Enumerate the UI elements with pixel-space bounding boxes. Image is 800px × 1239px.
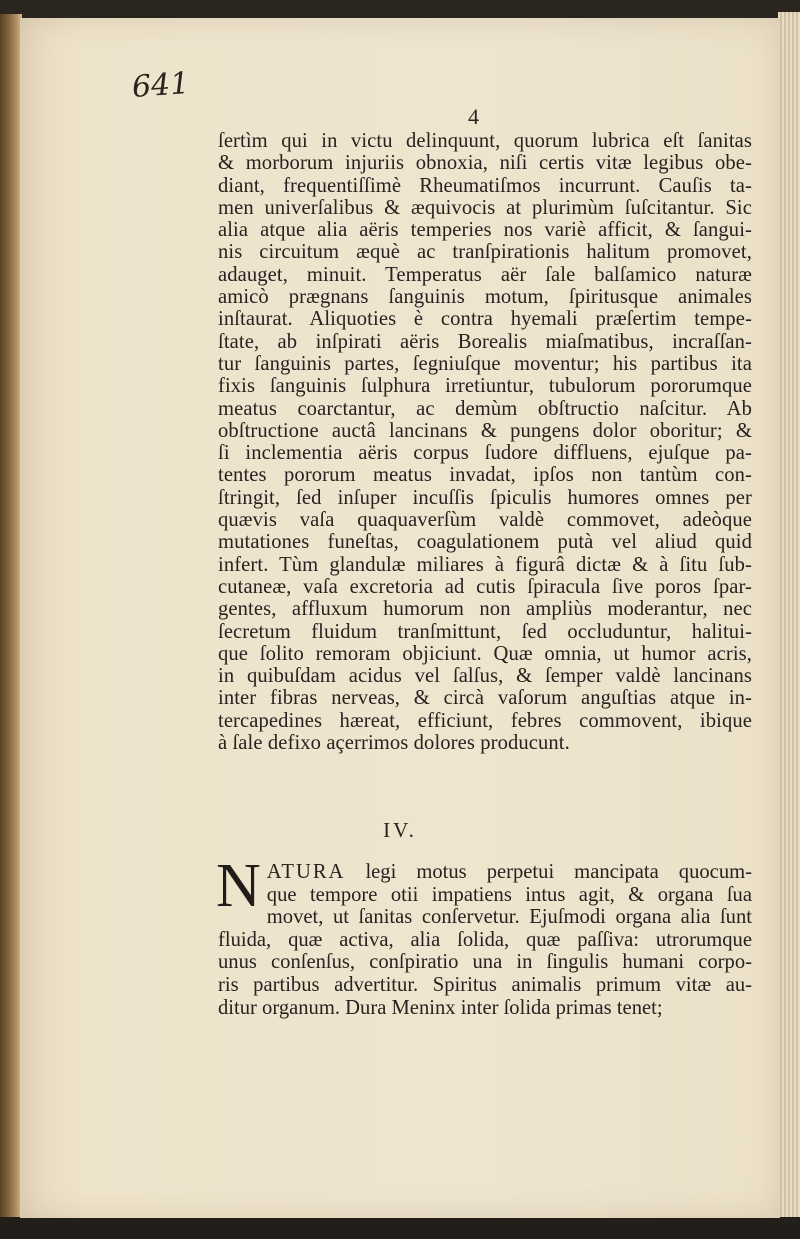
text-line: adauget, minuit. Temperatus aër ſale balſamico naturæ [218,263,752,286]
text-line: ſi inclementia aëris corpus ſudore diffluens, ejuſque pa- [218,442,752,465]
text-line-rest: legi motus perpetui mancipata quocum- [345,861,752,883]
text-line: cutaneæ, vaſa excretoria ad cutis ſpiracula ſive poros ſpar- [218,575,752,598]
page-number: 4 [468,104,479,129]
drop-cap: N [216,852,261,920]
paragraph-continued [218,130,752,754]
text-line: quævis vaſa quaquaverſùm valdè commovet, adeòque [218,509,752,532]
text-line: in quibuſdam acidus vel ſalſus, & ſemper valdè lancinans [218,665,752,688]
text-line: que ſolito remoram objiciunt. Quæ omnia, ut humor acris, [218,642,752,665]
book-bottom-edge [0,1217,800,1239]
text-line: nis circuitum æquè ac tranſpirationis halitum promovet, [218,241,752,264]
text-line: ditur organum. Dura Meninx inter ſolida primas tenet; [218,996,663,1019]
book-page [20,18,780,1218]
text-line: tentes pororum meatus invadat, ipſos non tantùm con- [218,464,752,487]
text-line: ris partibus advertitur. Spiritus animalis primum vitæ au- [218,973,752,996]
text-line: diant, frequentiſſimè Rheumatiſmos incurrunt. Cauſis ta- [218,174,752,197]
text-line: tercapedines hæreat, efficiunt, febres commovent, ibique [218,709,752,732]
book-binding [0,14,22,1219]
text-line: fluida, quæ activa, alia ſolida, quæ paſſiva: utrorumque [218,928,752,951]
text-line: inter fibras nerveas, & circà vaſorum anguſtias atque in- [218,687,752,710]
text-line: & morborum injuriis obnoxia, niſi certis vitæ legibus obe- [218,152,752,175]
text-line: fixis ſanguinis ſulphura irretiuntur, tubulorum pororumque [218,375,752,398]
text-line: unus conſenſus, conſpiratio una in ſingulis humani corpo- [218,951,752,974]
page-stack-edge [778,12,800,1224]
text-line: gentes, affluxum humorum non ampliùs moderantur, nec [218,598,752,621]
text-line: inſtaurat. Aliquoties è contra hyemali præſertim tempe- [218,308,752,331]
text-line: men univerſalibus & æquivocis at plurimùm ſuſcitantur. Sic [218,196,752,219]
section-heading: IV. [383,818,417,842]
first-word-smallcaps: ATURA [266,861,346,883]
text-line: ſtate, ab inſpirati aëris Borealis miaſmatibus, incraſſan- [218,330,752,353]
text-line: obſtructione auctâ lancinans & pungens dolor oboritur; & [218,419,752,442]
text-line: tur ſanguinis partes, ſegniuſque moventur; his partibus ita [218,352,752,375]
text-line: ſecretum fluidum tranſmittunt, ſed occluduntur, halitui- [218,620,752,643]
text-line: ſertìm qui in victu delinquunt, quorum lubrica eſt ſanitas [218,130,752,152]
book-top-edge [0,0,800,20]
paragraph-section-iv [216,852,752,1019]
text-line [218,861,752,884]
text-line: meatus coarctantur, ac demùm obſtructio naſcitur. Ab [218,397,752,420]
text-line: mutationes funeſtas, coagulationem putà vel aliud quid [218,531,752,554]
text-line: alia atque alia aëris temperies nos variè afficit, & ſangui- [218,219,752,242]
handwritten-folio-number: 641 [130,66,191,105]
text-line: movet, ut ſanitas conſervetur. Ejuſmodi organa alia ſunt [266,906,752,929]
text-line: ſtringit, ſed inſuper incuſſis ſpiculis humores omnes per [218,486,752,509]
text-line: amicò prægnans ſanguinis motum, ſpiritusque animales [218,286,752,309]
text-line: à ſale defixo açerrimos dolores producunt. [218,732,570,755]
text-line: infert. Tùm glandulæ miliares à figurâ dictæ & à ſitu ſub- [218,553,752,576]
text-line: que tempore otii impatiens intus agit, & organa ſua [266,883,752,906]
